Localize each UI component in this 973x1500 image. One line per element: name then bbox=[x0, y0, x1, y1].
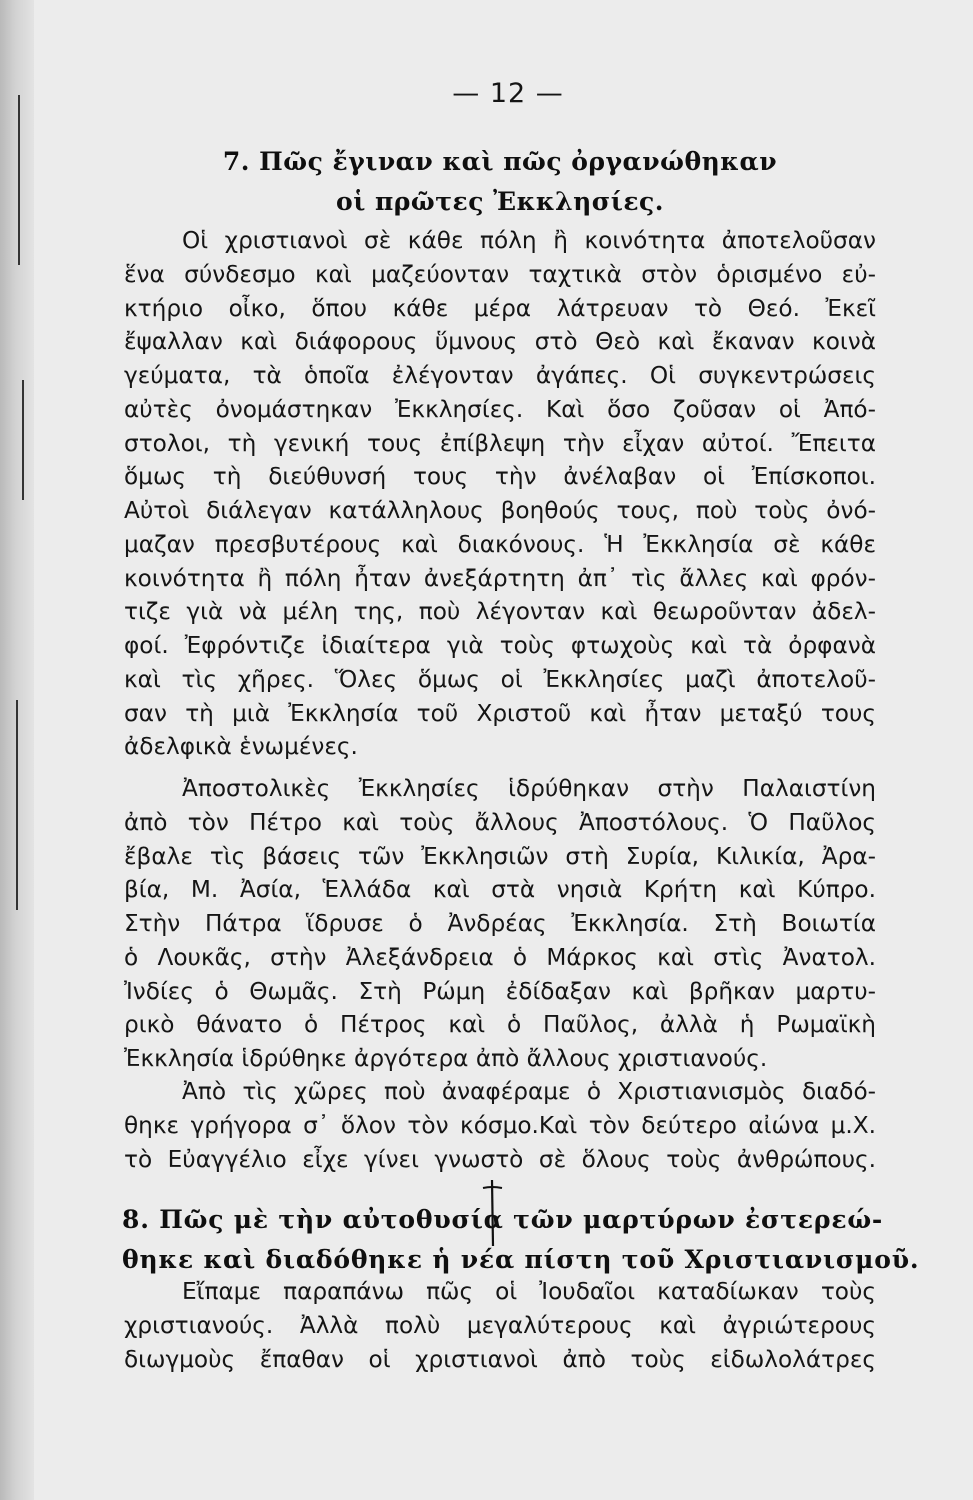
heading-line: οἱ πρῶτες Ἐκκλησίες. bbox=[336, 187, 664, 216]
text-line: Ἐκκλησία ἱδρύθηκε ἀργότερα ἀπὸ ἄλλους χριστιανούς. bbox=[124, 1045, 768, 1072]
text-line: ἔψαλλαν καὶ διάφορους ὕμνους στὸ Θεὸ καὶ ἔκαναν κοινὰ bbox=[124, 328, 876, 356]
paragraph-spread-of-christianity bbox=[124, 1075, 876, 1176]
text-line: Οἱ χριστιανοὶ σὲ κάθε πόλη ἢ κοινότητα ἀποτελοῦσαν bbox=[182, 227, 876, 254]
text-line: ὅμως τὴ διεύθυνσή τους τὴν ἀνέλαβαν οἱ Ἐπίσκοποι. bbox=[124, 463, 876, 491]
text-line: Ἰνδίες ὁ Θωμᾶς. Στὴ Ρώμη ἐδίδαξαν καὶ βρῆκαν μαρτυ- bbox=[124, 977, 876, 1005]
text-line: ἀπὸ τὸν Πέτρο καὶ τοὺς ἄλλους Ἀποστόλους. Ὁ Παῦλος bbox=[124, 808, 876, 836]
section-heading-7 bbox=[0, 142, 973, 222]
text-line: χριστιανούς. Ἀλλὰ πολὺ μεγαλύτερους καὶ ἀγριώτερους bbox=[124, 1311, 876, 1339]
paragraph-persecutions bbox=[124, 1275, 876, 1376]
heading-line: 8. Πῶς μὲ τὴν αὐτοθυσία τῶν μαρτύρων ἐστερεώ- bbox=[122, 1205, 884, 1234]
text-line: τὸ Εὐαγγέλιο εἶχε γίνει γνωστὸ σὲ ὅλους τοὺς ἀνθρώπους. bbox=[124, 1145, 876, 1173]
text-line: Στὴν Πάτρα ἵδρυσε ὁ Ἀνδρέας Ἐκκλησία. Στὴ Βοιωτία bbox=[124, 910, 876, 937]
page-number: — 12 — bbox=[452, 78, 564, 109]
paragraph-apostolic-churches bbox=[124, 772, 876, 1076]
text-line: θηκε γρήγορα σ᾽ ὅλον τὸν κόσμο.Καὶ τὸν δεύτερο αἰώνα μ.Χ. bbox=[124, 1111, 876, 1139]
heading-line: 7. Πῶς ἔγιναν καὶ πῶς ὀργανώθηκαν bbox=[222, 147, 778, 176]
text-line: Ἀπὸ τὶς χῶρες ποὺ ἀναφέραμε ὁ Χριστιανισμὸς διαδό- bbox=[182, 1078, 876, 1105]
text-line: ρικὸ θάνατο ὁ Πέτρος καὶ ὁ Παῦλος, ἀλλὰ ἡ Ρωμαϊκὴ bbox=[124, 1011, 876, 1039]
binding-shadow-line bbox=[16, 700, 18, 910]
text-line: Αὐτοὶ διάλεγαν κατάλληλους βοηθούς τους, ποὺ τοὺς ὀνό- bbox=[124, 497, 876, 524]
text-line: φοί. Ἐφρόντιζε ἰδιαίτερα γιὰ τοὺς φτωχοὺς καὶ τὰ ὀρφανὰ bbox=[124, 632, 876, 659]
text-line: μαζαν πρεσβυτέρους καὶ διακόνους. Ἡ Ἐκκλησία σὲ κάθε bbox=[124, 530, 876, 558]
text-line: τιζε γιὰ νὰ μέλη της, ποὺ λέγονταν καὶ θεωροῦνταν ἀδελ- bbox=[124, 598, 876, 626]
heading-line: θηκε καὶ διαδόθηκε ἡ νέα πίστη τοῦ Χριστιανισμοῦ. bbox=[122, 1245, 920, 1274]
text-line: ὁ Λουκᾶς, στὴν Ἀλεξάνδρεια ὁ Μάρκος καὶ στὶς Ἀνατολ. bbox=[124, 943, 876, 971]
text-line: Ἀποστολικὲς Ἐκκλησίες ἱδρύθηκαν στὴν Παλαιστίνη bbox=[182, 775, 876, 802]
paragraph-churches-organization bbox=[124, 224, 876, 764]
text-line: διωγμοὺς ἔπαθαν οἱ χριστιανοὶ ἀπὸ τοὺς εἰδωλολάτρες bbox=[124, 1345, 876, 1373]
text-line: καὶ τὶς χῆρες. Ὅλες ὅμως οἱ Ἐκκλησίες μαζὶ ἀποτελοῦ- bbox=[124, 665, 876, 693]
text-line: κοινότητα ἢ πόλη ἦταν ἀνεξάρτητη ἀπ᾽ τὶς ἄλλες καὶ φρόν- bbox=[124, 564, 876, 592]
binding-shadow-line bbox=[22, 380, 24, 500]
text-line: κτήριο οἶκο, ὅπου κάθε μέρα λάτρευαν τὸ Θεό. Ἐκεῖ bbox=[124, 294, 876, 322]
text-line: βία, Μ. Ἀσία, Ἑλλάδα καὶ στὰ νησιὰ Κρήτη καὶ Κύπρο. bbox=[124, 876, 876, 904]
text-line: στολοι, τὴ γενική τους ἐπίβλεψη τὴν εἶχαν αὐτοί. Ἔπειτα bbox=[124, 429, 876, 457]
text-line: ἀδελφικὰ ἑνωμένες. bbox=[124, 733, 358, 761]
text-line: γεύματα, τὰ ὁποῖα ἐλέγονταν ἀγάπες. Οἱ συγκεντρώσεις bbox=[124, 362, 876, 389]
text-line: ἕνα σύνδεσμο καὶ μαζεύονταν ταχτικὰ στὸν ὁρισμένο εὐ- bbox=[124, 260, 876, 288]
text-line: ἔβαλε τὶς βάσεις τῶν Ἐκκλησιῶν στὴ Συρία, Κιλικία, Ἀρα- bbox=[124, 842, 876, 870]
text-line: αὐτὲς ὀνομάστηκαν Ἐκκλησίες. Καὶ ὅσο ζοῦσαν οἱ Ἀπό- bbox=[124, 395, 876, 423]
handwritten-cross-mark bbox=[481, 1178, 503, 1248]
text-line: σαν τὴ μιὰ Ἐκκλησία τοῦ Χριστοῦ καὶ ἦταν μεταξύ τους bbox=[124, 699, 876, 727]
text-line: Εἴπαμε παραπάνω πῶς οἱ Ἰουδαῖοι καταδίωκαν τοὺς bbox=[182, 1278, 876, 1305]
